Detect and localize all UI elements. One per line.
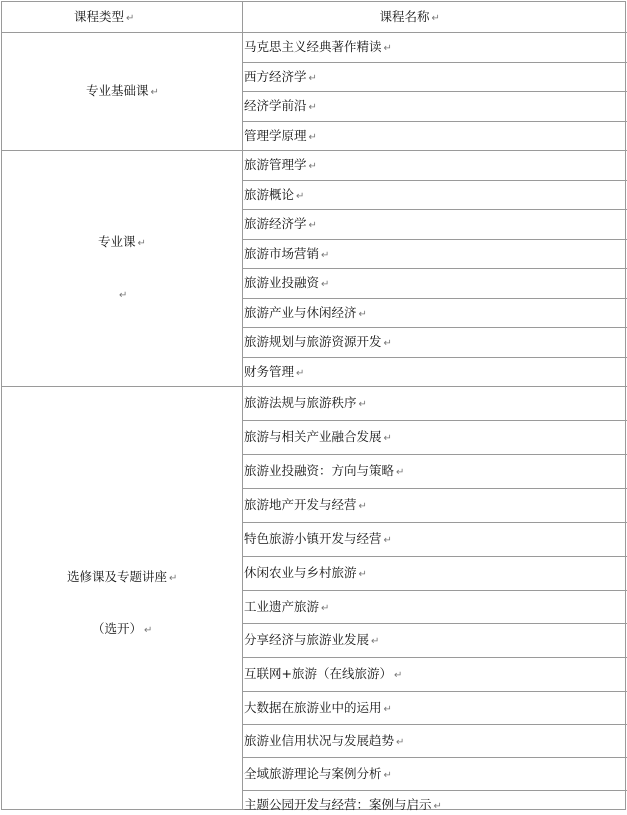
paragraph-mark: ↵ [296,368,305,379]
course-name: 旅游市场营销 [244,246,320,261]
course-name: 财务管理 [244,364,295,379]
course-type-cell [67,569,177,587]
course-type-cell [86,83,159,101]
row-divider [242,327,627,328]
course-type: 选修课及专题讲座 [67,569,168,584]
course-name-cell [244,497,367,515]
paragraph-mark: ↵ [126,13,135,24]
course-name-cell [244,364,304,382]
paragraph-mark: ↵ [321,250,330,261]
course-name: 旅游业信用状况与发展趋势 [244,733,395,748]
header-course-name [380,9,440,27]
paragraph-mark: ↵ [396,737,405,748]
course-name-cell [244,797,442,815]
paragraph-mark: ↵ [431,13,440,24]
course-type-cell [98,234,146,252]
row-divider [242,357,627,358]
course-name: 经济学前沿 [244,98,307,113]
paragraph-mark: ↵ [308,161,317,172]
course-name: 旅游地产开发与经营 [244,497,357,512]
row-divider [242,724,627,725]
paragraph-mark: ↵ [383,770,392,781]
course-name-cell [244,429,392,447]
paragraph-mark: ↵ [296,191,305,202]
row-divider [242,454,627,455]
paragraph-mark: ↵ [321,603,330,614]
course-table [1,1,626,810]
course-type: 专业基础课 [86,83,149,98]
row-divider [242,298,627,299]
course-name-cell [244,275,329,293]
course-name: 主题公园开发与经营：案例与启示 [244,797,432,812]
group-divider [2,386,627,387]
course-name-cell [244,463,404,481]
course-name: 旅游规划与旅游资源开发 [244,334,382,349]
course-name: 西方经济学 [244,69,307,84]
paragraph-mark: ↵ [358,309,367,320]
paragraph-mark: ↵ [137,238,146,249]
row-divider [242,590,627,591]
course-name-cell [244,187,304,205]
paragraph-mark: ↵ [371,636,380,647]
header-course-type-label: 课程类型 [74,9,125,24]
course-name-cell [244,733,404,751]
row-divider [242,62,627,63]
header-divider [2,32,627,33]
course-name-cell [244,531,392,549]
course-name: 特色旅游小镇开发与经营 [244,531,382,546]
course-type-cell [92,621,152,639]
course-name: 旅游概论 [244,187,295,202]
row-divider [242,556,627,557]
row-divider [242,790,627,791]
paragraph-mark: ↵ [150,87,159,98]
paragraph-mark: ↵ [119,290,128,301]
group-divider [2,150,627,151]
paragraph-mark: ↵ [308,220,317,231]
header-course-type [74,9,134,27]
course-name-cell [244,69,317,87]
row-divider [242,239,627,240]
paragraph-mark: ↵ [308,132,317,143]
paragraph-mark: ↵ [383,43,392,54]
course-name-cell [244,305,367,323]
paragraph-mark: ↵ [358,569,367,580]
course-type-cell [117,286,127,304]
course-name: 管理学原理 [244,128,307,143]
row-divider [242,121,627,122]
paragraph-mark: ↵ [433,801,442,812]
row-divider [242,420,627,421]
course-name: 旅游与相关产业融合发展 [244,429,382,444]
paragraph-mark: ↵ [383,433,392,444]
course-name: 旅游法规与旅游秩序 [244,395,357,410]
course-name: 休闲农业与乡村旅游 [244,565,357,580]
course-name-cell [244,98,317,116]
course-name-cell [244,766,392,784]
paragraph-mark: ↵ [396,467,405,478]
paragraph-mark: ↵ [393,670,403,681]
paragraph-mark: ↵ [169,573,178,584]
course-name-cell [244,632,379,650]
header-course-name-label: 课程名称 [379,9,430,24]
row-divider [242,657,627,658]
row-divider [242,757,627,758]
course-name: 旅游产业与休闲经济 [244,305,357,320]
column-divider [242,2,243,809]
course-name-cell [244,395,367,413]
row-divider [242,691,627,692]
course-name: 旅游业投融资：方向与策略 [244,463,395,478]
row-divider [242,209,627,210]
row-divider [242,180,627,181]
paragraph-mark: ↵ [383,704,392,715]
row-divider [242,623,627,624]
course-name-cell [244,599,329,617]
paragraph-mark: ↵ [358,501,367,512]
course-name: 旅游管理学 [244,157,307,172]
course-name: 大数据在旅游业中的运用 [244,700,382,715]
course-name: 旅游经济学 [244,216,307,231]
course-name: 马克思主义经典著作精读 [244,39,382,54]
course-name-cell [244,700,392,718]
course-name: 分享经济与旅游业发展 [244,632,370,647]
row-divider [242,268,627,269]
course-name-cell [244,128,317,146]
course-type: 专业课 [98,234,136,249]
course-name-cell [244,39,392,57]
paragraph-mark: ↵ [308,73,317,84]
course-name: 全域旅游理论与案例分析 [244,766,382,781]
course-name-cell [244,666,402,684]
paragraph-mark: ↵ [144,625,153,636]
course-name-cell [244,157,317,175]
course-name-cell [244,334,392,352]
paragraph-mark: ↵ [383,338,392,349]
paragraph-mark: ↵ [358,399,367,410]
course-name-cell [244,216,317,234]
course-name: 互联网+旅游（在线旅游） [244,666,392,681]
row-divider [242,522,627,523]
course-name: 工业遗产旅游 [244,599,320,614]
paragraph-mark: ↵ [383,535,392,546]
course-name-cell [244,565,367,583]
course-name-cell [244,246,329,264]
row-divider [242,488,627,489]
paragraph-mark: ↵ [321,279,330,290]
course-type: （选开） [92,621,143,636]
row-divider [242,91,627,92]
paragraph-mark: ↵ [308,102,317,113]
course-name: 旅游业投融资 [244,275,320,290]
